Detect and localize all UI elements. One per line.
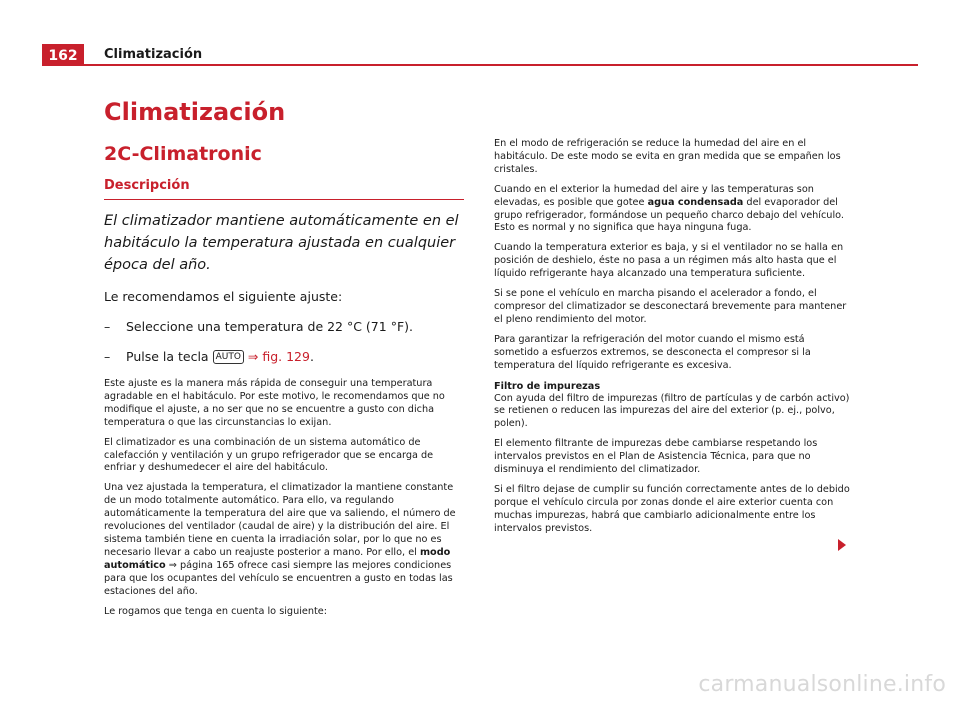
watermark: carmanualsonline.info [698, 672, 946, 697]
intro-text: Le recomendamos el siguiente ajuste: [104, 289, 343, 304]
continue-arrow-icon [838, 539, 846, 551]
header-rule [42, 64, 918, 66]
subsection-title: Descripción [104, 177, 464, 200]
lead-paragraph: El climatizador mantiene automáticamente en el habitáculo la temperatura ajustada en cualquier época del año. [104, 213, 459, 273]
bold-term: agua condensada [647, 196, 744, 208]
body-paragraph: Con ayuda del filtro de impurezas (filtro de partículas y de carbón activo) se retienen o reducen las impurezas del aire del exterior (p. ej., polvo, polen). [494, 392, 850, 430]
step-period: . [309, 349, 314, 364]
step-dash: – [104, 319, 111, 334]
body-paragraph: Si se pone el vehículo en marcha pisando el acelerador a fondo, el compresor del climatizador se desconectará brevemente para mantener el pleno rendimiento del motor. [494, 288, 847, 325]
step-text: Seleccione una temperatura de 22 °C (71 °F). [126, 319, 413, 334]
body-paragraph: El elemento filtrante de impurezas debe cambiarse respetando los intervalos previstos en el Plan de Asistencia Técnica, para que no disminuya el rendimiento del climatizador. [494, 438, 818, 476]
text-run: ⇒ página 165 ofrece casi siempre las mejores condiciones para que los ocupantes del vehículo se encuentren a gusto en todas las estaciones del año. [104, 559, 453, 597]
body-paragraph: Si el filtro dejase de cumplir su función correctamente antes de lo debido porque el vehículo circula por zonas donde el aire exterior cuenta con muchas impurezas, habrá que cambiarlo adicionalmente entre los intervalos previstos. [494, 483, 850, 534]
body-paragraph: Le rogamos que tenga en cuenta lo siguiente: [104, 605, 328, 617]
right-column [494, 138, 852, 543]
text-run: Una vez ajustada la temperatura, el climatizador la mantiene constante de un modo totalmente automático. Para ello, va regulando automáticamente la temperatura del aire que va saliendo, el número de revoluciones del ventilador (caudal de aire) y la distribución del aire. El sistema también tiene en cuenta la irradiación solar, por lo que no es necesario llevar a cabo un reajuste posterior a mano. Por ello, el [104, 482, 456, 558]
step-item [104, 318, 464, 336]
filter-subheading: Filtro de impurezas [494, 380, 601, 392]
auto-key: AUTO [213, 350, 244, 364]
body-paragraph: Para garantizar la refrigeración del motor cuando el mismo está sometido a esfuerzos extremos, se desconecta el compresor si la temperatura del líquido refrigerante es excesiva. [494, 333, 811, 371]
figure-link[interactable]: ⇒ fig. 129 [247, 349, 310, 364]
left-column [104, 95, 464, 625]
text-run: del evaporador del grupo refrigerador, formándose un pequeño charco debajo del vehículo. Esto es normal y no significa que haya ninguna fuga. [494, 196, 844, 234]
section-title: 2C-Climatronic [104, 143, 262, 165]
chapter-title: Climatización [104, 98, 286, 126]
step-text: Pulse la tecla [126, 349, 209, 364]
steps-list [104, 318, 464, 366]
step-item [104, 348, 464, 366]
bold-term: modo automático [104, 546, 451, 571]
body-paragraph: Cuando la temperatura exterior es baja, y si el ventilador no se halla en posición de deshielo, éste no pasa a un régimen más alto hasta que el líquido refrigerante haya alcanzado una temperatura suficiente. [494, 242, 844, 280]
body-paragraph [494, 184, 852, 236]
body-paragraph: Este ajuste es la manera más rápida de conseguir una temperatura agradable en el habitáculo. Por este motivo, le recomendamos que no modifique el ajuste, a no ser que no se encuentre a gusto con dicha temperatura o que las circunstancias lo exijan. [104, 378, 445, 428]
text-run: Cuando en el exterior la humedad del aire y las temperaturas son elevadas, es posible que gotee [494, 183, 814, 208]
step-dash: – [104, 349, 111, 364]
page-number: 162 [42, 44, 84, 66]
body-paragraph [104, 482, 464, 598]
body-paragraph: El climatizador es una combinación de un sistema automático de calefacción y ventilación y un grupo refrigerador que se encarga de enfriar y deshumedecer el aire del habitáculo. [104, 436, 434, 474]
body-paragraph: En el modo de refrigeración se reduce la humedad del aire en el habitáculo. De este modo se evita en gran medida que se empañen los cristales. [494, 138, 841, 175]
running-title: Climatización [104, 47, 203, 62]
